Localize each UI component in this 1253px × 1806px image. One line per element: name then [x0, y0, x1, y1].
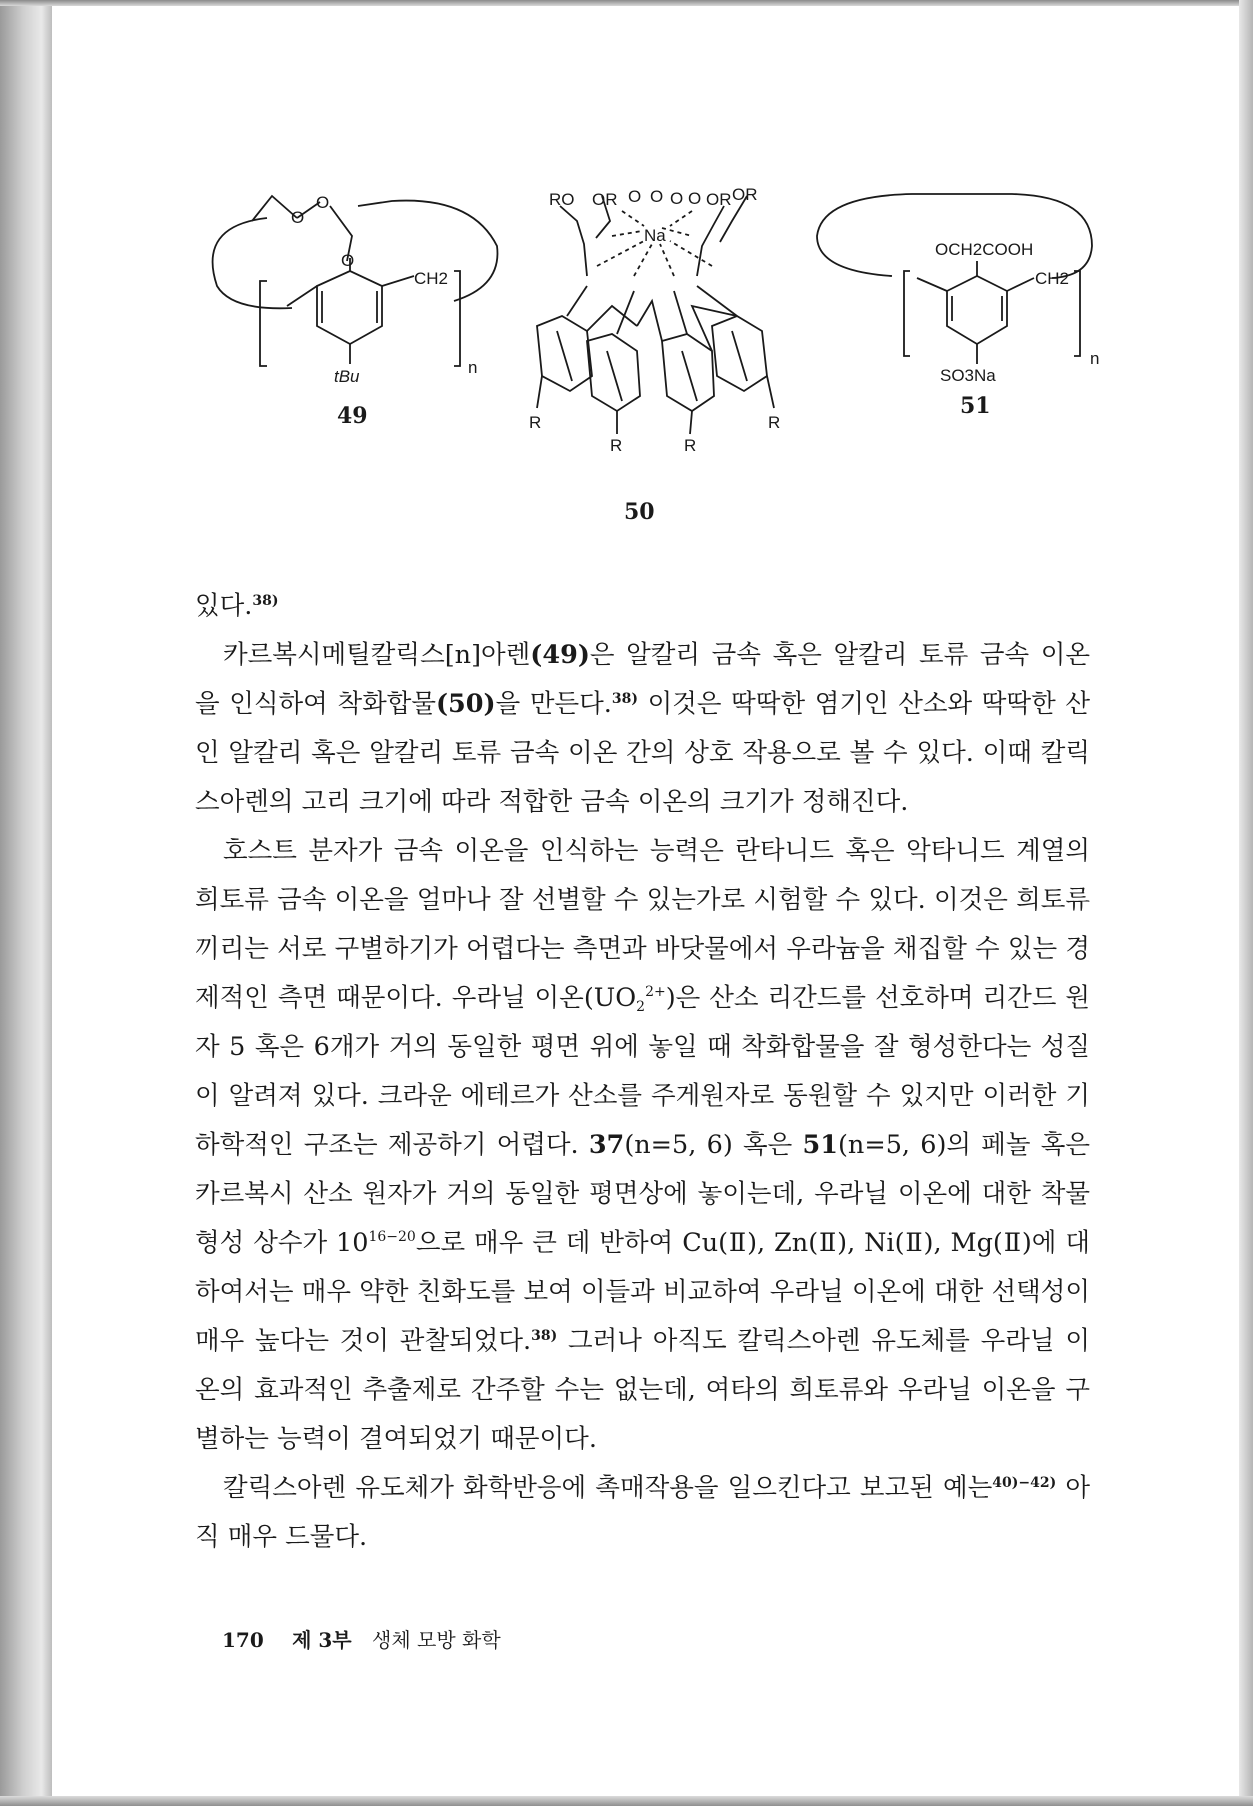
reference-38: 38) — [531, 1328, 558, 1344]
p0-text: 있다. — [195, 591, 253, 621]
structures-svg — [192, 166, 1172, 546]
book-right-edge — [1239, 0, 1253, 1806]
compound-ref-51: 51 — [802, 1130, 838, 1160]
p1-text-2: 은 알칼리 금속 혹은 알칼리 토류 금속 이온을 인식하여 착화합물 — [195, 640, 1090, 719]
c50-r4: R — [768, 413, 781, 432]
c49-repeat-n: n — [468, 358, 478, 377]
p2-text-5: 으로 매우 큰 데 반하여 Cu(Ⅱ), Zn(Ⅱ), Ni(Ⅱ), Mg(Ⅱ)에 대하여서는 매우 약한 친화도를 보여 이들과 비교하여 우라닐 이온에 대한 선택성이 매우 높다는 것이 관찰되었다. — [195, 1228, 1091, 1356]
p2-text-3: (n=5, 6) 혹은 — [624, 1130, 803, 1160]
page-number: 170 — [222, 1628, 264, 1652]
book-bottom-edge — [0, 1796, 1253, 1806]
compound-49-structure — [213, 196, 498, 366]
chemical-structures-figure — [192, 166, 1172, 546]
reference-38: 38) — [611, 691, 638, 707]
c50-r1: R — [529, 413, 542, 432]
c49-ester-o: O — [291, 208, 305, 227]
compound-number-51: 51 — [960, 393, 991, 419]
c50-r2: R — [610, 436, 623, 455]
part-label: 제 3부 — [292, 1628, 352, 1652]
p3-text-2: 아직 매우 드물다. — [195, 1473, 1090, 1552]
book-left-edge — [0, 0, 52, 1806]
c50-o4: O — [688, 189, 702, 208]
paragraph-3 — [195, 1464, 1090, 1562]
p2-text-1: 호스트 분자가 금속 이온을 인식하는 능력은 란타니드 혹은 악타니드 계열의 희토류 금속 이온을 얼마나 잘 선별할 수 있는가로 시험할 수 있다. 이것은 희토류끼리는 서로 구별하기가 어렵다는 측면과 바닷물에서 우라늄을 채집할 수 있는 경제적인 측면 때문이다. 우라닐 이온(UO — [195, 836, 1090, 1013]
p2-text-2: )은 산소 리간드를 선호하며 리간드 원자 5 혹은 6개가 거의 동일한 평면 위에 놓일 때 착화합물을 잘 형성한다는 성질이 알려져 있다. 크라운 에테르가 산소를 주게원자로 동원할 수 있지만 이러한 기하학적인 구조는 제공하기 어렵다. — [195, 983, 1090, 1160]
c49-carbonyl-o: O — [316, 193, 330, 212]
c50-or-right2: OR — [732, 185, 758, 204]
c50-or-right: OR — [706, 190, 732, 209]
c51-sulfonate: SO3Na — [940, 366, 996, 385]
p1-text-1: 카르복시메틸칼릭스[n]아렌 — [223, 640, 531, 670]
exponent-16-20: 16−20 — [368, 1229, 416, 1245]
c50-o3: O — [670, 189, 684, 208]
compound-ref-37: 37 — [588, 1130, 625, 1160]
p2-text-4: (n=5, 6)의 페놀 혹은 카르복시 산소 원자가 거의 동일한 평면상에 놓이는데, 우라닐 이온에 대한 착물 형성 상수가 10 — [195, 1130, 1090, 1258]
c50-ro-left: RO — [549, 190, 575, 209]
c49-ether-o: O — [341, 251, 355, 270]
p1-text-4: 이것은 딱딱한 염기인 산소와 딱딱한 산인 알칼리 혹은 알칼리 토류 금속 이온 간의 상호 작용으로 볼 수 있다. 이때 칼릭스아렌의 고리 크기에 따라 적합한 금속 이온의 크기가 정해진다. — [195, 689, 1090, 817]
c50-o2: O — [650, 187, 664, 206]
compound-number-49: 49 — [337, 403, 368, 429]
c50-metal-na: Na — [644, 226, 666, 245]
reference-40-42: 40)−42) — [992, 1475, 1057, 1491]
compound-ref-49: (49) — [530, 640, 590, 670]
compound-number-50: 50 — [624, 499, 655, 525]
paragraph-1 — [195, 631, 1090, 827]
p2-text-6: 그러나 아직도 칼릭스아렌 유도체를 우라닐 이온의 효과적인 추출제로 간주할 수는 없는데, 여타의 희토류와 우라닐 이온을 구별하는 능력이 결여되었기 때문이다. — [195, 1326, 1090, 1454]
chapter-title: 생체 모방 화학 — [372, 1628, 501, 1652]
reference-38: 38) — [252, 593, 279, 609]
c51-repeat-n: n — [1090, 349, 1100, 368]
p1-text-3: 을 만든다. — [495, 689, 612, 719]
uranyl-subscript: 2 — [636, 999, 646, 1015]
paragraph-2 — [195, 827, 1090, 1464]
c50-or-left: OR — [592, 190, 618, 209]
page-footer — [222, 1624, 501, 1653]
uranyl-charge: 2+ — [645, 984, 666, 1000]
c50-o1: O — [628, 187, 642, 206]
c51-substituent: OCH2COOH — [935, 240, 1034, 259]
c49-ch2: CH2 — [414, 269, 449, 288]
p3-text-1: 칼릭스아렌 유도체가 화학반응에 촉매작용을 일으킨다고 보고된 예는 — [223, 1473, 993, 1503]
compound-ref-50: (50) — [435, 689, 496, 719]
c50-r3: R — [684, 436, 697, 455]
c49-tbu: tBu — [334, 367, 360, 386]
paragraph-0 — [195, 582, 1090, 631]
body-text — [195, 582, 1090, 1562]
c51-ch2: CH2 — [1035, 269, 1070, 288]
